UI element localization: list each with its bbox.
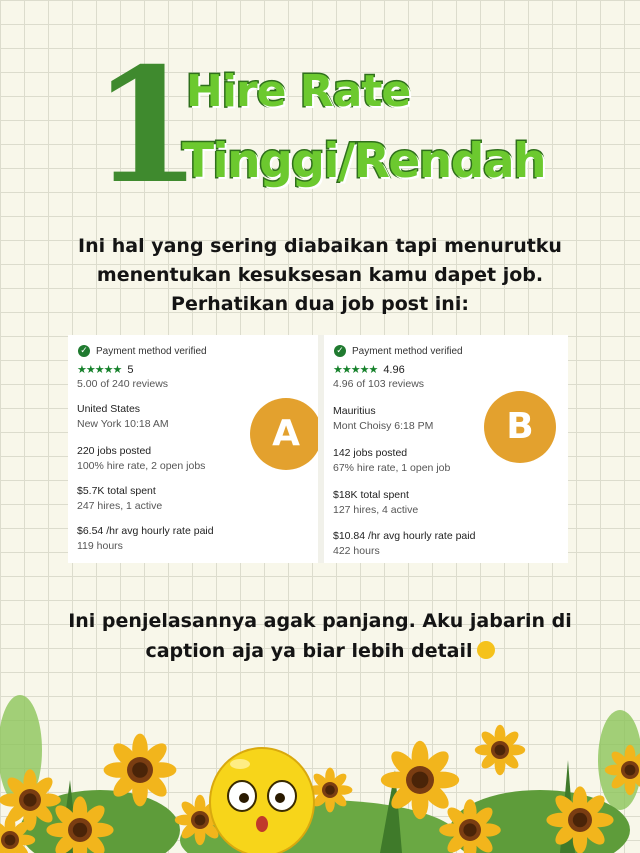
outro-line-text: caption aja ya biar lebih detail: [145, 640, 473, 662]
title-line-2: Tinggi/Rendah: [182, 134, 546, 189]
star-rating-icon: ★★★★★: [333, 363, 378, 376]
hires: 247 hires, 1 active: [77, 500, 163, 512]
country: United States: [77, 403, 141, 415]
outro-text: [40, 606, 600, 666]
sunflower-decoration: [0, 690, 640, 853]
country: Mauritius: [333, 405, 376, 417]
hire-rate: 100% hire rate, 2 open jobs: [77, 460, 206, 472]
payment-verified: [78, 345, 207, 357]
big-number: 1: [92, 34, 198, 219]
check-circle-icon: ✓: [78, 345, 90, 357]
total-spent: $18K total spent: [333, 489, 409, 501]
avg-hourly-rate: $6.54 /hr avg hourly rate paid: [77, 525, 214, 537]
rating-value: 5: [127, 363, 134, 376]
job-card-a: [68, 335, 318, 563]
surprised-lemon-icon: [210, 748, 314, 853]
badge-a: A: [250, 398, 322, 470]
hours: 422 hours: [333, 545, 380, 557]
winking-face-icon: [477, 641, 495, 659]
city-time: Mont Choisy 6:18 PM: [333, 420, 434, 432]
intro-line: Perhatikan dua job post ini:: [171, 293, 469, 315]
jobs-posted: 142 jobs posted: [333, 447, 408, 459]
rating-value: 4.96: [383, 363, 405, 376]
total-spent: $5.7K total spent: [77, 485, 156, 497]
outro-line-2: [40, 636, 600, 666]
intro-line: Ini hal yang sering diabaikan tapi menurutku: [78, 235, 562, 257]
star-rating-icon: ★★★★★: [77, 363, 122, 376]
title-line-1: Hire Rate: [186, 66, 411, 117]
payment-verified: [334, 345, 463, 357]
verified-label: Payment method verified: [352, 345, 463, 357]
hire-rate: 67% hire rate, 1 open job: [333, 462, 451, 474]
intro-text: [60, 232, 580, 319]
job-card-b: [324, 335, 568, 563]
reviews: 4.96 of 103 reviews: [333, 378, 425, 390]
rating-row: [77, 363, 133, 376]
jobs-posted: 220 jobs posted: [77, 445, 152, 457]
badge-b: B: [484, 391, 556, 463]
avg-hourly-rate: $10.84 /hr avg hourly rate paid: [333, 530, 476, 542]
intro-line: menentukan kesuksesan kamu dapet job.: [96, 264, 544, 286]
check-circle-icon: ✓: [334, 345, 346, 357]
hires: 127 hires, 4 active: [333, 504, 419, 516]
rating-row: [333, 363, 405, 376]
job-post-comparison: [68, 335, 568, 563]
reviews: 5.00 of 240 reviews: [77, 378, 169, 390]
outro-line: Ini penjelasannya agak panjang. Aku jabarin di: [68, 610, 572, 632]
sunflower-icon: [0, 690, 640, 853]
verified-label: Payment method verified: [96, 345, 207, 357]
hours: 119 hours: [77, 540, 123, 552]
city-time: New York 10:18 AM: [77, 418, 169, 430]
